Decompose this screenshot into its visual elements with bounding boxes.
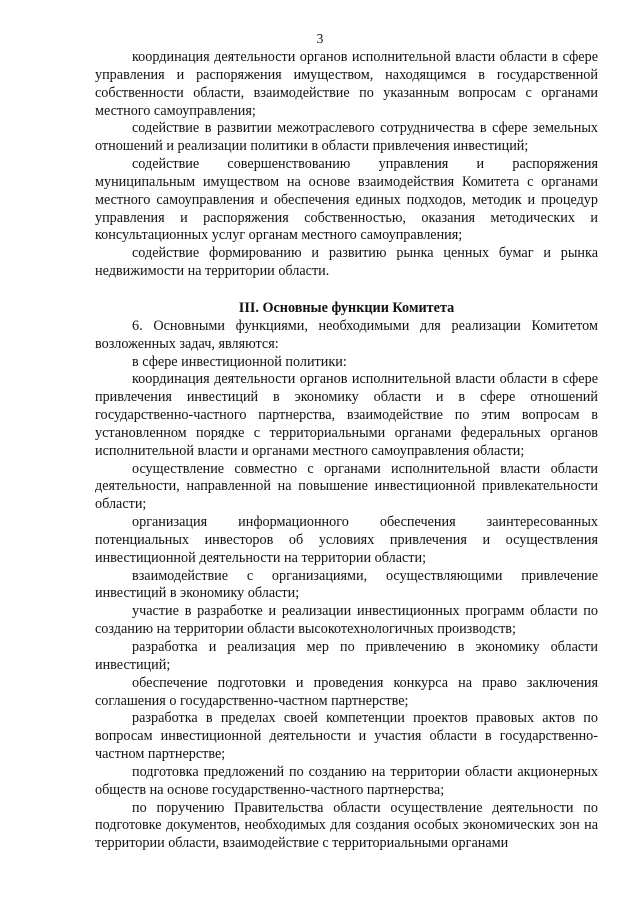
- paragraph: координация деятельности органов исполнительной власти области в сфере привлечения инвестиций в экономику области и в сфере отношений государственно-частного партнерства, взаимодействие по этим вопросам в установленном порядке с территориальными органами федеральных органов исполнительной власти и органами местного самоуправления области;: [95, 371, 598, 459]
- paragraph: организация информационного обеспечения заинтересованных потенциальных инвесторов об условиях привлечения и осуществления инвестиционной деятельности на территории области;: [95, 514, 598, 566]
- paragraph: взаимодействие с организациями, осуществляющими привлечение инвестиций в экономику области;: [95, 567, 598, 602]
- paragraph: содействие в развитии межотраслевого сотрудничества в сфере земельных отношений и реализации политики в области привлечения инвестиций;: [95, 120, 598, 155]
- paragraph: 6. Основными функциями, необходимыми для реализации Комитетом возложенных задач, являются:: [95, 317, 598, 352]
- section-heading: III. Основные функции Комитета: [238, 299, 455, 316]
- paragraph: в сфере инвестиционной политики:: [132, 353, 347, 370]
- paragraph: разработка в пределах своей компетенции проектов правовых актов по вопросам инвестиционной деятельности и участия области в государственно-частном партнерстве;: [95, 710, 598, 763]
- paragraph: подготовка предложений по созданию на территории области акционерных обществ на основе государственно-частного партнерства;: [95, 763, 598, 798]
- paragraph: участие в разработке и реализации инвестиционных программ области по созданию на территории области высокотехнологичных производств;: [95, 603, 598, 638]
- page-number: 3: [316, 31, 324, 46]
- paragraph: по поручению Правительства области осуществление деятельности по подготовке документов, необходимых для создания особых экономических зон на территории области, взаимодействие с территориальными органами: [95, 799, 598, 852]
- paragraph: координация деятельности органов исполнительной власти области в сфере управления и распоряжения имуществом, находящимся в государственной собственности области, взаимодействие по указанным вопросам с органами местного самоуправления;: [95, 49, 598, 119]
- paragraph: разработка и реализация мер по привлечению в экономику области инвестиций;: [95, 639, 598, 673]
- paragraph: обеспечение подготовки и проведения конкурса на право заключения соглашения о государственно-частном партнерстве;: [95, 674, 598, 709]
- paragraph: содействие совершенствованию управления и распоряжения муниципальным имуществом на основе взаимодействия Комитета с органами местного самоуправления и обеспечения единых подходов, методик и процедур управления и распоряжения собственностью, оказания методических и консультационных услуг органам местного самоуправления;: [95, 156, 598, 244]
- paragraph: содействие формированию и развитию рынка ценных бумаг и рынка недвижимости на территории области.: [95, 245, 598, 280]
- document-body: [95, 49, 598, 853]
- paragraph: осуществление совместно с органами исполнительной власти области деятельности, направленной на повышение инвестиционной привлекательности области;: [95, 460, 598, 513]
